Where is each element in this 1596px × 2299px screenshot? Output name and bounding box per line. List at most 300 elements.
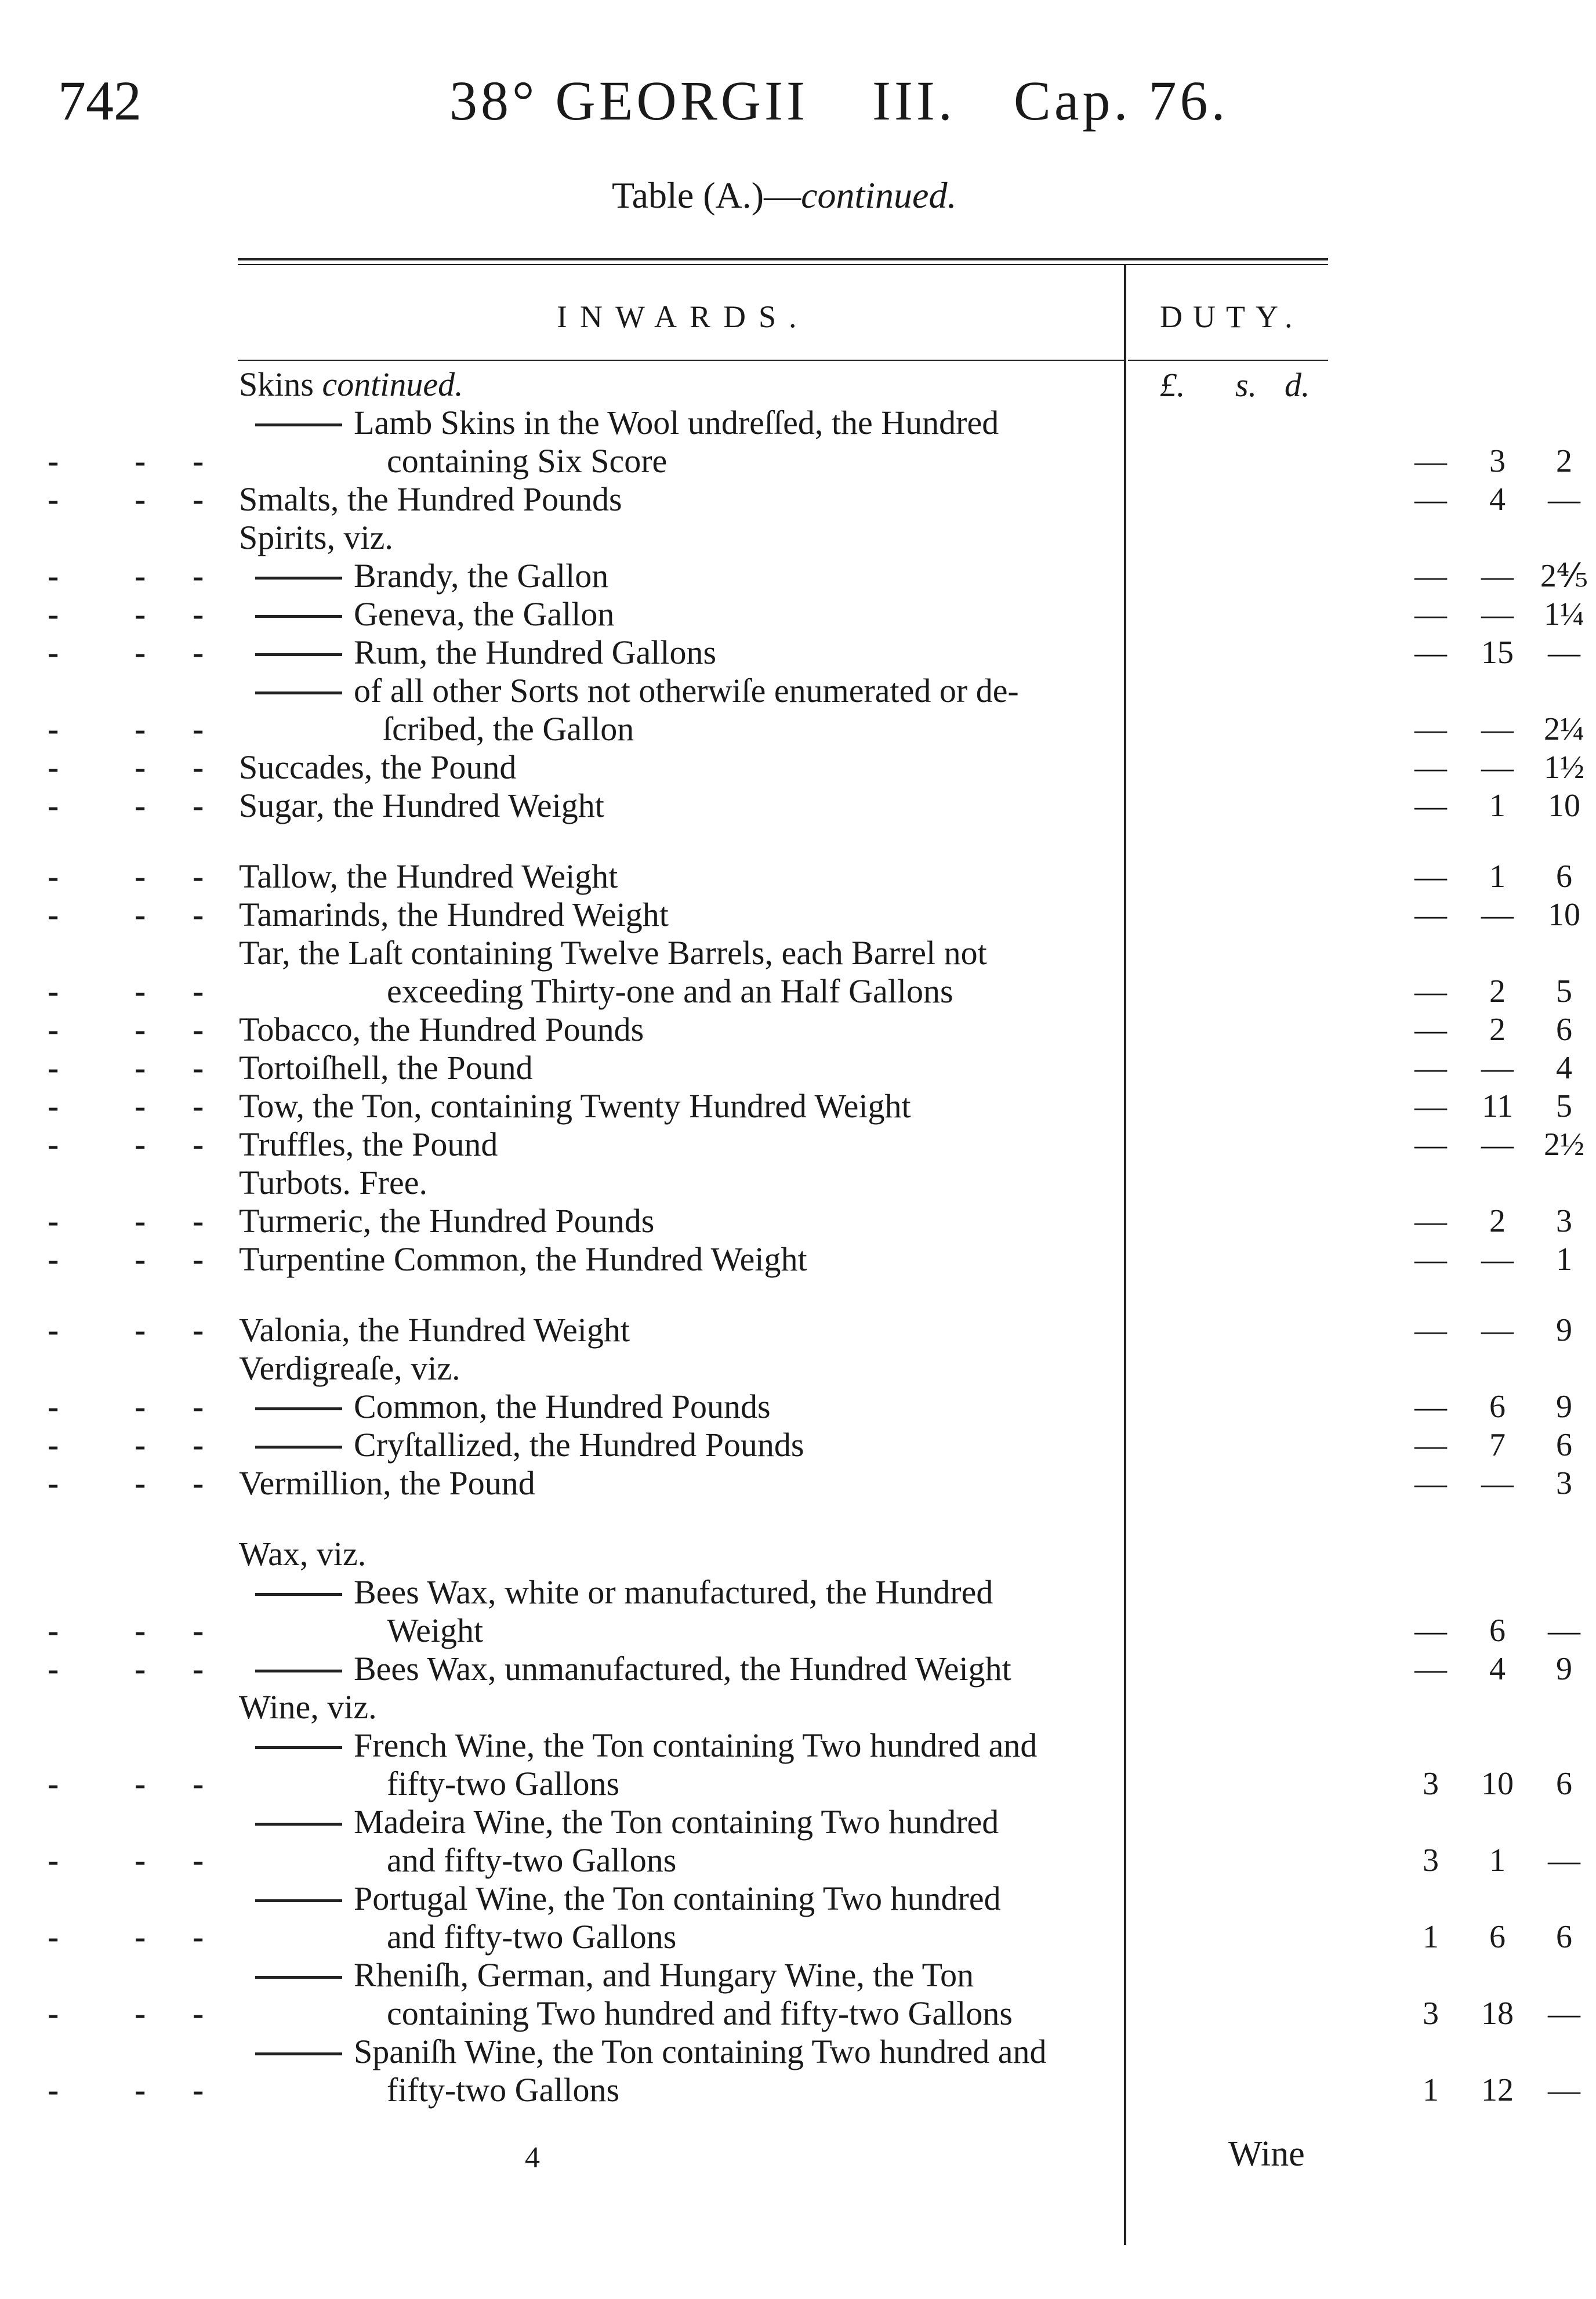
duty-amount — [1144, 1841, 1580, 1880]
leader-dot: - — [135, 1765, 146, 1802]
leader-dot: - — [48, 1202, 59, 1240]
leader-dot: - — [135, 748, 146, 786]
row-text: Smalts, the Hundred Pounds — [239, 480, 622, 518]
duty-amount — [1144, 442, 1572, 480]
table-row — [239, 1956, 1399, 1994]
pence-value: 5 — [1556, 1088, 1572, 1124]
shillings-value: — — [1481, 1465, 1514, 1501]
shillings-value: 15 — [1481, 635, 1514, 671]
leader-dot: - — [135, 787, 146, 824]
inwards-column-header: INWARDS. — [557, 299, 810, 334]
table-row — [48, 972, 1572, 1011]
table-row — [48, 1049, 1572, 1087]
table-subtitle-italic: continued. — [801, 175, 957, 216]
pence-value: 5 — [1556, 973, 1572, 1009]
leader-dot: - — [135, 1650, 146, 1688]
row-text: Valonia, the Hundred Weight — [239, 1311, 630, 1349]
leader-dot: - — [135, 1388, 146, 1425]
duty-amount — [1144, 365, 1399, 404]
pence-value: 3 — [1556, 1203, 1572, 1239]
leader-dot: - — [135, 1841, 146, 1879]
row-text: Tar, the Laſt containing Twelve Barrels, each Barrel not — [239, 934, 987, 972]
ditto-dash — [255, 691, 342, 694]
pence-value: 2¼ — [1544, 711, 1584, 747]
pence-value: 9 — [1556, 1651, 1572, 1687]
pounds-value: — — [1414, 1312, 1447, 1348]
pounds-value: — — [1414, 558, 1447, 594]
leader-dot: - — [135, 595, 146, 633]
row-text: Tallow, the Hundred Weight — [239, 857, 618, 895]
leader-dot: - — [193, 1125, 204, 1163]
duty-table-rows — [48, 365, 1588, 2109]
pounds-value: — — [1414, 443, 1447, 479]
row-text: French Wine, the Ton containing Two hundred and — [354, 1726, 1038, 1764]
pounds-value: — — [1414, 897, 1447, 933]
row-description — [239, 1164, 427, 1202]
row-description — [255, 1726, 1037, 1765]
row-description — [255, 672, 1019, 710]
shillings-value: — — [1481, 1050, 1514, 1086]
table-row — [239, 2033, 1399, 2071]
pounds-value: — — [1414, 1050, 1447, 1086]
leader-dot: - — [48, 972, 59, 1010]
ditto-dash — [255, 1593, 342, 1596]
duty-amount — [1144, 633, 1580, 672]
table-row — [48, 1765, 1572, 1803]
row-description — [239, 365, 463, 404]
row-description — [239, 1535, 366, 1573]
pounds-value: 1 — [1423, 1919, 1439, 1955]
duty-amount — [1144, 672, 1399, 710]
leader-dot: - — [48, 1011, 59, 1048]
leader-dot: - — [48, 896, 59, 933]
row-text: Lamb Skins in the Wool undreſſed, the Hundred — [354, 404, 999, 441]
leader-dot: - — [48, 1311, 59, 1349]
duty-amount — [1144, 1765, 1572, 1803]
duty-amount — [1144, 1125, 1584, 1164]
shillings-value: 1 — [1489, 859, 1506, 895]
pence-value: — — [1548, 1996, 1580, 2032]
shillings-value: — — [1481, 1241, 1514, 1277]
catchword: Wine — [1228, 2134, 1305, 2174]
row-text: Madeira Wine, the Ton containing Two hundred — [354, 1803, 999, 1841]
row-text: Wine, viz. — [239, 1688, 377, 1726]
row-text: exceeding Thirty-one and an Half Gallons — [387, 972, 953, 1010]
pence-value: 2⅘ — [1540, 558, 1588, 594]
duty-amount — [1144, 404, 1399, 442]
duty-amount — [1144, 1573, 1399, 1612]
duty-amount — [1144, 2071, 1580, 2109]
row-description — [255, 1573, 993, 1612]
pounds-value: — — [1414, 1088, 1447, 1124]
pounds-value: — — [1414, 973, 1447, 1009]
pounds-unit-label: £. — [1160, 366, 1185, 404]
leader-dot: - — [135, 972, 146, 1010]
table-row — [239, 934, 1399, 972]
table-row — [239, 1535, 1399, 1573]
leader-dot: - — [193, 1612, 204, 1649]
row-text: Bees Wax, white or manufactured, the Hundred — [354, 1573, 993, 1611]
leader-dot: - — [135, 1049, 146, 1087]
table-row — [48, 1841, 1580, 1880]
leader-dot: - — [193, 442, 204, 480]
ditto-dash — [255, 1899, 342, 1902]
duty-amount — [1144, 1688, 1399, 1726]
leader-dot: - — [48, 787, 59, 824]
row-text: fifty-two Gallons — [387, 1765, 620, 1802]
leader-dot: - — [193, 1202, 204, 1240]
row-text: Tamarinds, the Hundred Weight — [239, 896, 669, 933]
duty-amount — [1144, 1240, 1572, 1279]
leader-dot: - — [135, 1125, 146, 1163]
shillings-value: — — [1481, 596, 1514, 632]
leader-dot: - — [48, 857, 59, 895]
pence-value: 6 — [1556, 1427, 1572, 1463]
leader-dot: - — [193, 1087, 204, 1125]
duty-amount — [1144, 896, 1580, 934]
shillings-value: 2 — [1489, 973, 1506, 1009]
pounds-value: — — [1414, 1427, 1447, 1463]
table-row — [48, 595, 1584, 633]
table-row — [239, 1726, 1399, 1765]
row-description — [255, 1803, 999, 1841]
duty-amount — [1144, 1464, 1572, 1503]
shillings-value: — — [1481, 558, 1514, 594]
shillings-value: 4 — [1489, 1651, 1506, 1687]
duty-amount — [1144, 857, 1572, 896]
row-text: and fifty-two Gallons — [387, 1918, 677, 1956]
pounds-value: — — [1414, 788, 1447, 824]
table-row — [48, 748, 1584, 787]
duty-amount — [1144, 557, 1588, 595]
pounds-value: — — [1414, 1241, 1447, 1277]
leader-dot: - — [193, 1049, 204, 1087]
ditto-dash — [255, 2052, 342, 2055]
shillings-value: 6 — [1489, 1389, 1506, 1425]
pence-value: 10 — [1548, 788, 1580, 824]
leader-dot: - — [193, 1650, 204, 1688]
shillings-value: — — [1481, 897, 1514, 933]
row-text: Vermillion, the Pound — [239, 1464, 535, 1502]
leader-dot: - — [193, 1918, 204, 1956]
leader-dot: - — [48, 1087, 59, 1125]
shillings-value: 6 — [1489, 1919, 1506, 1955]
pounds-value: — — [1414, 1613, 1447, 1649]
leader-dot: - — [135, 1464, 146, 1502]
duty-amount — [1144, 1956, 1399, 1994]
row-text: Skins — [239, 365, 322, 403]
leader-dot: - — [48, 1765, 59, 1802]
duty-amount — [1144, 1202, 1572, 1240]
row-text: Turmeric, the Hundred Pounds — [239, 1202, 655, 1240]
table-row — [48, 1125, 1584, 1164]
table-row — [239, 404, 1399, 442]
shillings-value: 11 — [1482, 1088, 1513, 1124]
duty-amount — [1144, 1535, 1399, 1573]
pence-value: 1 — [1556, 1241, 1572, 1277]
pence-value: — — [1548, 2072, 1580, 2108]
shillings-value: — — [1481, 750, 1514, 785]
table-row — [48, 480, 1580, 519]
pounds-value: — — [1414, 711, 1447, 747]
row-text: Tobacco, the Hundred Pounds — [239, 1011, 644, 1048]
leader-dot: - — [193, 896, 204, 933]
leader-dot: - — [48, 1650, 59, 1688]
duty-amount — [1144, 1011, 1572, 1049]
pence-value: 3 — [1556, 1465, 1572, 1501]
row-text: Truffles, the Pound — [239, 1125, 498, 1163]
leader-dot: - — [48, 1994, 59, 2032]
duty-amount — [1144, 1426, 1572, 1464]
leader-dot: - — [135, 1994, 146, 2032]
leader-dot: - — [135, 633, 146, 671]
row-text: Rheniſh, German, and Hungary Wine, the Ton — [354, 1956, 974, 1994]
leader-dot: - — [193, 1388, 204, 1425]
duty-amount — [1144, 1612, 1580, 1650]
table-row — [239, 672, 1399, 710]
leader-dot: - — [193, 557, 204, 595]
duty-amount — [1144, 1388, 1572, 1426]
table-row — [48, 1918, 1572, 1956]
pence-unit-label: d. — [1285, 366, 1310, 404]
duty-amount — [1144, 787, 1580, 825]
header-rule — [238, 360, 1125, 361]
leader-dot: - — [193, 857, 204, 895]
shillings-value: 7 — [1489, 1427, 1506, 1463]
row-text: Wax, viz. — [239, 1535, 367, 1573]
duty-amount — [1144, 2033, 1399, 2071]
leader-dot: - — [48, 1125, 59, 1163]
leader-dot: - — [193, 1311, 204, 1349]
row-text: of all other Sorts not otherwiſe enumerated or de- — [354, 672, 1019, 709]
row-description — [239, 934, 987, 972]
row-description — [239, 1688, 377, 1726]
duty-amount — [1144, 1049, 1572, 1087]
pounds-value: — — [1414, 1651, 1447, 1687]
duty-amount — [1144, 934, 1399, 972]
leader-dot: - — [48, 2071, 59, 2109]
table-row — [239, 1164, 1399, 1202]
leader-dot: - — [135, 857, 146, 895]
row-description — [255, 1956, 974, 1994]
pounds-value: — — [1414, 481, 1447, 517]
leader-dot: - — [193, 972, 204, 1010]
table-row — [48, 1311, 1572, 1349]
row-text: Portugal Wine, the Ton containing Two hundred — [354, 1880, 1001, 1917]
shillings-value: — — [1481, 1127, 1514, 1163]
row-description — [239, 1349, 460, 1388]
pounds-value: 3 — [1423, 1996, 1439, 2032]
pence-value: — — [1548, 481, 1580, 517]
table-row — [239, 1688, 1399, 1726]
leader-dot: - — [135, 442, 146, 480]
leader-dot: - — [193, 633, 204, 671]
row-text: Bees Wax, unmanufactured, the Hundred Weight — [354, 1650, 1011, 1688]
row-text: Tow, the Ton, containing Twenty Hundred Weight — [239, 1087, 911, 1125]
shillings-value: 10 — [1481, 1766, 1514, 1802]
running-head — [449, 68, 1229, 133]
row-text: containing Two hundred and fifty-two Gallons — [387, 1994, 1013, 2032]
leader-dot: - — [135, 1426, 146, 1464]
leader-dot: - — [48, 595, 59, 633]
pence-value: 1¼ — [1544, 596, 1584, 632]
shillings-value: — — [1481, 1312, 1514, 1348]
row-text: Brandy, the Gallon — [354, 557, 609, 595]
top-rule-thin — [238, 264, 1328, 265]
table-subtitle — [612, 174, 956, 217]
row-text: Common, the Hundred Pounds — [354, 1388, 771, 1425]
ditto-dash — [255, 423, 342, 426]
duty-amount — [1144, 972, 1572, 1011]
pounds-value: — — [1414, 635, 1447, 671]
pounds-value: — — [1414, 1127, 1447, 1163]
session-title: 38° GEORGII — [449, 70, 808, 132]
pounds-value: — — [1414, 596, 1447, 632]
pence-value: 2 — [1556, 443, 1572, 479]
duty-amount — [1144, 1311, 1572, 1349]
leader-dot: - — [193, 595, 204, 633]
table-row — [48, 1240, 1572, 1279]
row-description — [239, 519, 393, 557]
shillings-value: 2 — [1489, 1012, 1506, 1048]
pence-value: 4 — [1556, 1050, 1572, 1086]
pounds-value: — — [1414, 750, 1447, 785]
pounds-value: — — [1414, 1203, 1447, 1239]
pence-value: 9 — [1556, 1389, 1572, 1425]
table-row — [239, 1349, 1399, 1388]
ditto-dash — [255, 1823, 342, 1826]
leader-dot: - — [48, 1841, 59, 1879]
leader-dot: - — [48, 442, 59, 480]
leader-dot: - — [135, 1087, 146, 1125]
duty-amount — [1144, 519, 1399, 557]
reign-number: III. — [872, 70, 956, 132]
ditto-dash — [255, 1746, 342, 1749]
table-row — [48, 896, 1580, 934]
duty-amount — [1144, 1164, 1399, 1202]
pence-value: 1½ — [1544, 750, 1584, 785]
row-description — [255, 2033, 1047, 2071]
duty-amount — [1144, 748, 1584, 787]
row-text: Geneva, the Gallon — [354, 595, 615, 633]
shillings-value: 2 — [1489, 1203, 1506, 1239]
pounds-value: 3 — [1423, 1842, 1439, 1878]
leader-dot: - — [48, 1049, 59, 1087]
pence-value: — — [1548, 1842, 1580, 1878]
pence-value: 10 — [1548, 897, 1580, 933]
pence-value: 9 — [1556, 1312, 1572, 1348]
leader-dot: - — [135, 480, 146, 518]
duty-amount — [1144, 1349, 1399, 1388]
duty-amount — [1144, 595, 1584, 633]
row-text: Cryſtallized, the Hundred Pounds — [354, 1426, 804, 1464]
leader-dot: - — [135, 557, 146, 595]
row-text: Spirits, viz. — [239, 519, 393, 556]
leader-dot: - — [48, 748, 59, 786]
row-text: Spaniſh Wine, the Ton containing Two hundred and — [354, 2033, 1047, 2070]
table-row — [48, 1994, 1580, 2033]
pence-value: 6 — [1556, 1012, 1572, 1048]
duty-amount — [1144, 1803, 1399, 1841]
leader-dot: - — [135, 1918, 146, 1956]
pounds-value: — — [1414, 1389, 1447, 1425]
table-row — [48, 1011, 1572, 1049]
leader-dot: - — [48, 1918, 59, 1956]
row-text: Turpentine Common, the Hundred Weight — [239, 1240, 807, 1278]
duty-amount — [1144, 1918, 1572, 1956]
duty-column-header: DUTY. — [1160, 299, 1303, 334]
shillings-value: 3 — [1489, 443, 1506, 479]
shillings-value: 4 — [1489, 481, 1506, 517]
row-text: Sugar, the Hundred Weight — [239, 787, 604, 824]
leader-dot: - — [193, 1841, 204, 1879]
table-row — [48, 1612, 1580, 1650]
row-text: Rum, the Hundred Gallons — [354, 633, 717, 671]
shillings-value: 6 — [1489, 1613, 1506, 1649]
row-text: fifty-two Gallons — [387, 2071, 620, 2109]
pounds-value: — — [1414, 859, 1447, 895]
duty-amount — [1144, 1994, 1580, 2033]
ditto-dash — [255, 1976, 342, 1979]
duty-amount — [1144, 710, 1584, 748]
leader-dot: - — [135, 2071, 146, 2109]
leader-dot: - — [48, 1426, 59, 1464]
shillings-value: 1 — [1489, 788, 1506, 824]
row-text: Tortoiſhell, the Pound — [239, 1049, 533, 1087]
row-text: Weight — [387, 1612, 484, 1649]
pence-value: — — [1548, 1613, 1580, 1649]
shillings-value: — — [1481, 711, 1514, 747]
row-text: Verdigreaſe, viz. — [239, 1349, 460, 1387]
table-row — [48, 710, 1584, 748]
table-row — [48, 557, 1588, 595]
pence-value: — — [1548, 635, 1580, 671]
leader-dot: - — [48, 710, 59, 748]
shillings-unit-label: s. — [1235, 366, 1257, 404]
leader-dot: - — [193, 1011, 204, 1048]
pounds-value: — — [1414, 1465, 1447, 1501]
leader-dot: - — [193, 2071, 204, 2109]
duty-amount — [1144, 1650, 1572, 1688]
leader-dot: - — [48, 1464, 59, 1502]
shillings-value: 18 — [1481, 1996, 1514, 2032]
table-row — [48, 1388, 1572, 1426]
leader-dot: - — [135, 1311, 146, 1349]
pounds-value: 1 — [1423, 2072, 1439, 2108]
leader-dot: - — [193, 710, 204, 748]
duty-header-rule — [1128, 360, 1328, 361]
table-row — [48, 442, 1572, 480]
duty-amount — [1144, 1880, 1399, 1918]
top-rule — [238, 258, 1328, 260]
row-text: Turbots. Free. — [239, 1164, 427, 1201]
shillings-value: 12 — [1481, 2072, 1514, 2108]
pounds-value: 3 — [1423, 1766, 1439, 1802]
leader-dot: - — [48, 633, 59, 671]
leader-dot: - — [48, 1612, 59, 1649]
leader-dot: - — [135, 1202, 146, 1240]
signature-mark: 4 — [525, 2141, 540, 2174]
row-italic-text: continued. — [322, 365, 463, 403]
shillings-value: 1 — [1489, 1842, 1506, 1878]
table-row — [48, 1426, 1572, 1464]
leader-dot: - — [135, 710, 146, 748]
leader-dot: - — [193, 480, 204, 518]
leader-dot: - — [135, 1011, 146, 1048]
table-row — [239, 365, 1399, 404]
table-row — [239, 1880, 1399, 1918]
table-row — [48, 633, 1580, 672]
